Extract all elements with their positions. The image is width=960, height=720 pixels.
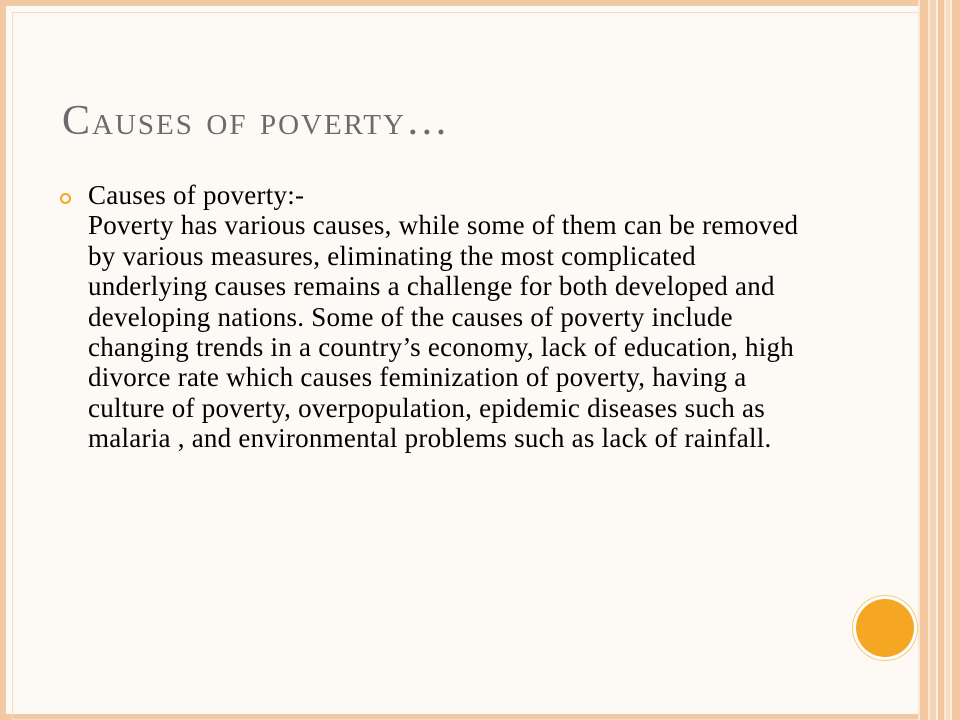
bullet-circle-icon [60, 193, 71, 204]
decorative-side-stripes [918, 0, 960, 720]
bullet-item [58, 180, 818, 454]
bullet-heading: Causes of poverty:- [88, 180, 305, 210]
slide-title: Causes of poverty… [62, 98, 450, 144]
decorative-orange-circle [856, 599, 914, 657]
bullet-list [58, 180, 818, 454]
bullet-text [88, 180, 818, 454]
bullet-body: Poverty has various causes, while some of them can be removed by various measures, eliminating the most complicated underlying causes remains a challenge for both developed and developing nations. Some of the causes of poverty include changing trends in a country’s economy, lack of education, high divorce rate which causes feminization of poverty, having a culture of poverty, overpopulation, epidemic diseases such as malaria , and environmental problems such as lack of rainfall. [88, 210, 799, 454]
